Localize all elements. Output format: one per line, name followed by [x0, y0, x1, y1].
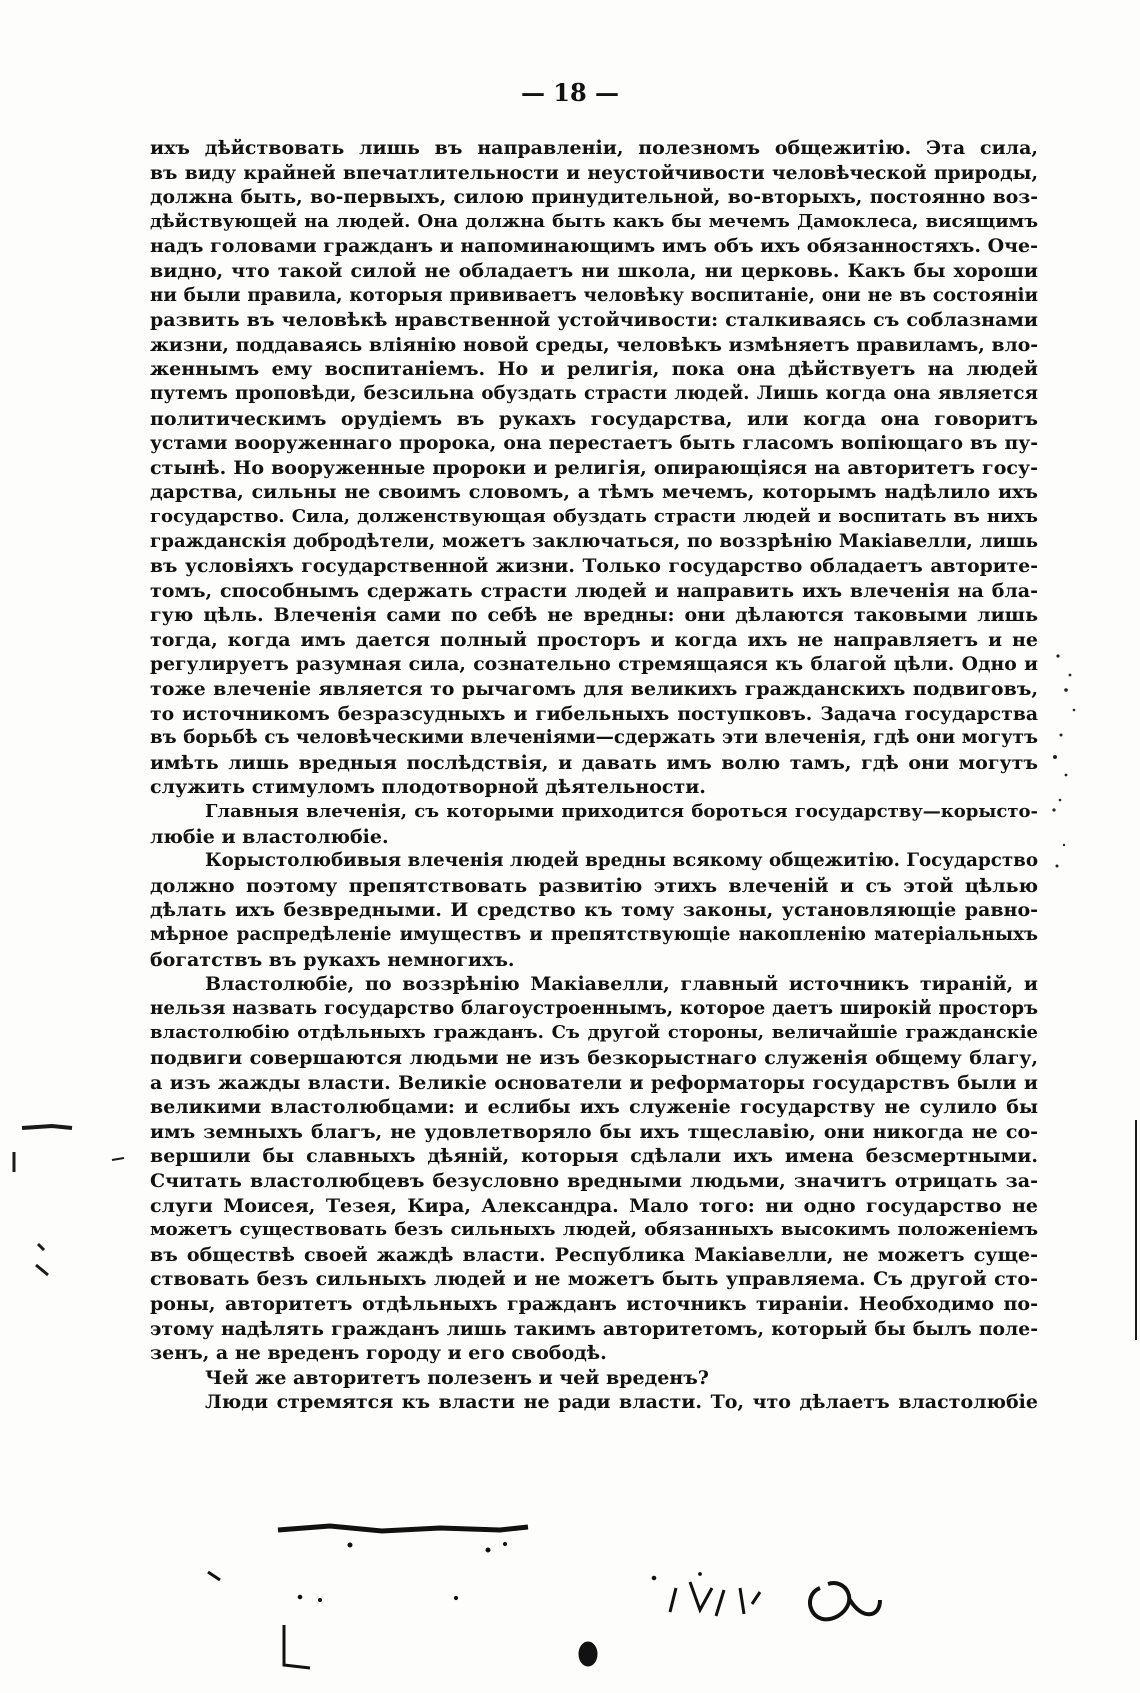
text-line: регулируетъ разумная сила, сознательно стремящаяся къ благой цѣли. Одно и: [150, 653, 1038, 676]
text-line: имъ земныхъ благъ, не удовлетворяло бы ихъ тщеславію, они никогда не со-: [150, 1120, 1038, 1143]
text-line: дарства, сильны не своимъ словомъ, а тѣмъ мечемъ, которымъ надѣлило ихъ: [150, 481, 1038, 504]
text-line: слуги Моисея, Тезея, Кира, Александра. Мало того: ни одно государство не: [150, 1194, 1038, 1217]
text-line: въ условіяхъ государственной жизни. Только государство обладаетъ авторите-: [150, 555, 1038, 578]
text-line: вершили бы славныхъ дѣяній, которыя сдѣлали ихъ имена безсмертными.: [150, 1145, 1038, 1168]
text-line: имѣть лишь вредныя послѣдствія, и давать имъ волю тамъ, гдѣ они могутъ: [150, 751, 1038, 774]
text-line: Чей же авторитетъ полезенъ и чей вреденъ?: [205, 1366, 709, 1389]
text-line: Считать властолюбцевъ безусловно вредными людьми, значитъ отрицать за-: [150, 1169, 1038, 1192]
text-line: томъ, способнымъ сдержать страсти людей и направить ихъ влеченія на бла-: [150, 579, 1038, 602]
text-line: жизни, поддаваясь вліянію новой среды, человѣкъ измѣняетъ правиламъ, вло-: [150, 333, 1038, 356]
text-line: Властолюбіе, по воззрѣнію Макіавелли, главный источникъ тираній, и: [205, 973, 1038, 996]
text-line: гую цѣль. Влеченія сами по себѣ не вредны: они дѣлаются таковыми лишь: [150, 604, 1038, 627]
text-line: должно поэтому препятствовать развитію этихъ влеченій и съ этой цѣлью: [150, 874, 1038, 897]
text-line: надъ головами гражданъ и напоминающимъ имъ объ ихъ обязанностяхъ. Оче-: [150, 235, 1038, 258]
text-line: политическимъ орудіемъ въ рукахъ государства, или когда она говоритъ: [150, 407, 1038, 430]
text-line: дѣйствующей на людей. Она должна быть какъ бы мечемъ Дамоклеса, висящимъ: [150, 210, 1038, 232]
text-line: ствовать безъ сильныхъ людей и не можетъ быть управляема. Съ другой сто-: [150, 1268, 1038, 1291]
text-line: мѣрное распредѣленіе имуществъ и препятствующіе накопленію матеріальныхъ: [150, 924, 1038, 945]
text-line: стынѣ. Но вооруженные пророки и религія, опирающіяся на авторитетъ госу-: [150, 456, 1038, 479]
text-line: богатствъ въ рукахъ немногихъ.: [150, 948, 515, 971]
text-line: служить стимуломъ плодотворной дѣятельности.: [150, 776, 706, 799]
text-line: дѣлать ихъ безвредными. И средство къ тому законы, установляющіе равно-: [150, 899, 1038, 922]
text-line: тоже влеченіе является то рычагомъ для великихъ гражданскихъ подвиговъ,: [150, 678, 1038, 701]
text-line: Люди стремятся къ власти не ради власти. То, что дѣлаетъ властолюбіе: [205, 1391, 1038, 1414]
text-line: любіе и властолюбіе.: [150, 825, 389, 848]
text-line: въ обществѣ своей жаждѣ власти. Республика Макіавелли, не можетъ суще-: [150, 1243, 1038, 1266]
text-line: тогда, когда имъ дается полный просторъ и когда ихъ не направляетъ и не: [150, 628, 1038, 651]
text-line: ни были правила, которыя прививаетъ человѣку воспитаніе, они не въ состояніи: [150, 284, 1038, 306]
text-line: гражданскія добродѣтели, можетъ заключаться, по воззрѣнію Макіавелли, лишь: [150, 530, 1038, 552]
text-line: подвиги совершаются людьми не изъ безкорыстнаго служенія общему благу,: [150, 1046, 1038, 1069]
text-line: властолюбію отдѣльныхъ гражданъ. Съ другой стороны, величайшіе гражданскіе: [150, 1022, 1038, 1044]
text-line: зенъ, а не вреденъ городу и его свободѣ.: [150, 1342, 607, 1365]
page-number: — 18 —: [520, 78, 620, 107]
text-line: видно, что такой силой не обладаетъ ни школа, ни церковь. Какъ бы хороши: [150, 259, 1038, 282]
left-margin-marks: [14, 1126, 124, 1275]
text-line: женнымъ ему воспитаніемъ. Но и религія, пока она дѣйствуетъ на людей: [150, 358, 1038, 381]
text-line: нельзя назвать государство благоустроеннымъ, которое даетъ широкій просторъ: [150, 997, 1038, 1019]
text-line: въ виду крайней впечатлительности и неустойчивости человѣческой природы,: [150, 161, 1038, 184]
text-line: государство. Сила, долженствующая обуздать страсти людей и воспитать въ нихъ: [150, 505, 1038, 527]
bottom-marks: [208, 1526, 880, 1668]
text-line: путемъ проповѣди, безсильна обуздать страсти людей. Лишь когда она является: [150, 382, 1038, 404]
text-line: то источникомъ безразсудныхъ и гибельныхъ поступковъ. Задача государства: [150, 702, 1038, 725]
text-line: Главныя влеченія, съ которыми приходится бороться государству—корысто-: [205, 801, 1038, 823]
text-line: великими властолюбцами: и еслибы ихъ служеніе государству не сулило бы: [150, 1096, 1038, 1119]
body-text: [150, 136, 1038, 1415]
text-line: развить въ человѣкѣ нравственной устойчивости: сталкиваясь съ соблазнами: [150, 309, 1038, 332]
text-line: устами вооруженнаго пророка, она перестаетъ быть гласомъ вопіющаго въ пу-: [150, 432, 1038, 455]
text-line: этому надѣлять гражданъ лишь такимъ авторитетомъ, который бы былъ поле-: [150, 1317, 1038, 1340]
text-line: Корыстолюбивыя влеченія людей вредны всякому общежитію. Государство: [205, 850, 1038, 872]
text-line: въ борьбѣ съ человѣческими влеченіями—сдержать эти влеченія, гдѣ они могутъ: [150, 727, 1038, 749]
text-line: роны, авторитетъ отдѣльныхъ гражданъ источникъ тираніи. Необходимо по-: [150, 1292, 1038, 1315]
text-line: должна быть, во-первыхъ, силою принудительной, во-вторыхъ, постоянно воз-: [150, 186, 1038, 209]
right-margin-specks: [1052, 654, 1075, 867]
text-line: ихъ дѣйствовать лишь въ направленіи, полезномъ общежитію. Эта сила,: [150, 137, 1038, 159]
text-line: можетъ существовать безъ сильныхъ людей, обязанныхъ высокимъ положеніемъ: [150, 1219, 1038, 1241]
text-line: а изъ жажды власти. Великіе основатели и реформаторы государствъ были и: [150, 1071, 1038, 1094]
